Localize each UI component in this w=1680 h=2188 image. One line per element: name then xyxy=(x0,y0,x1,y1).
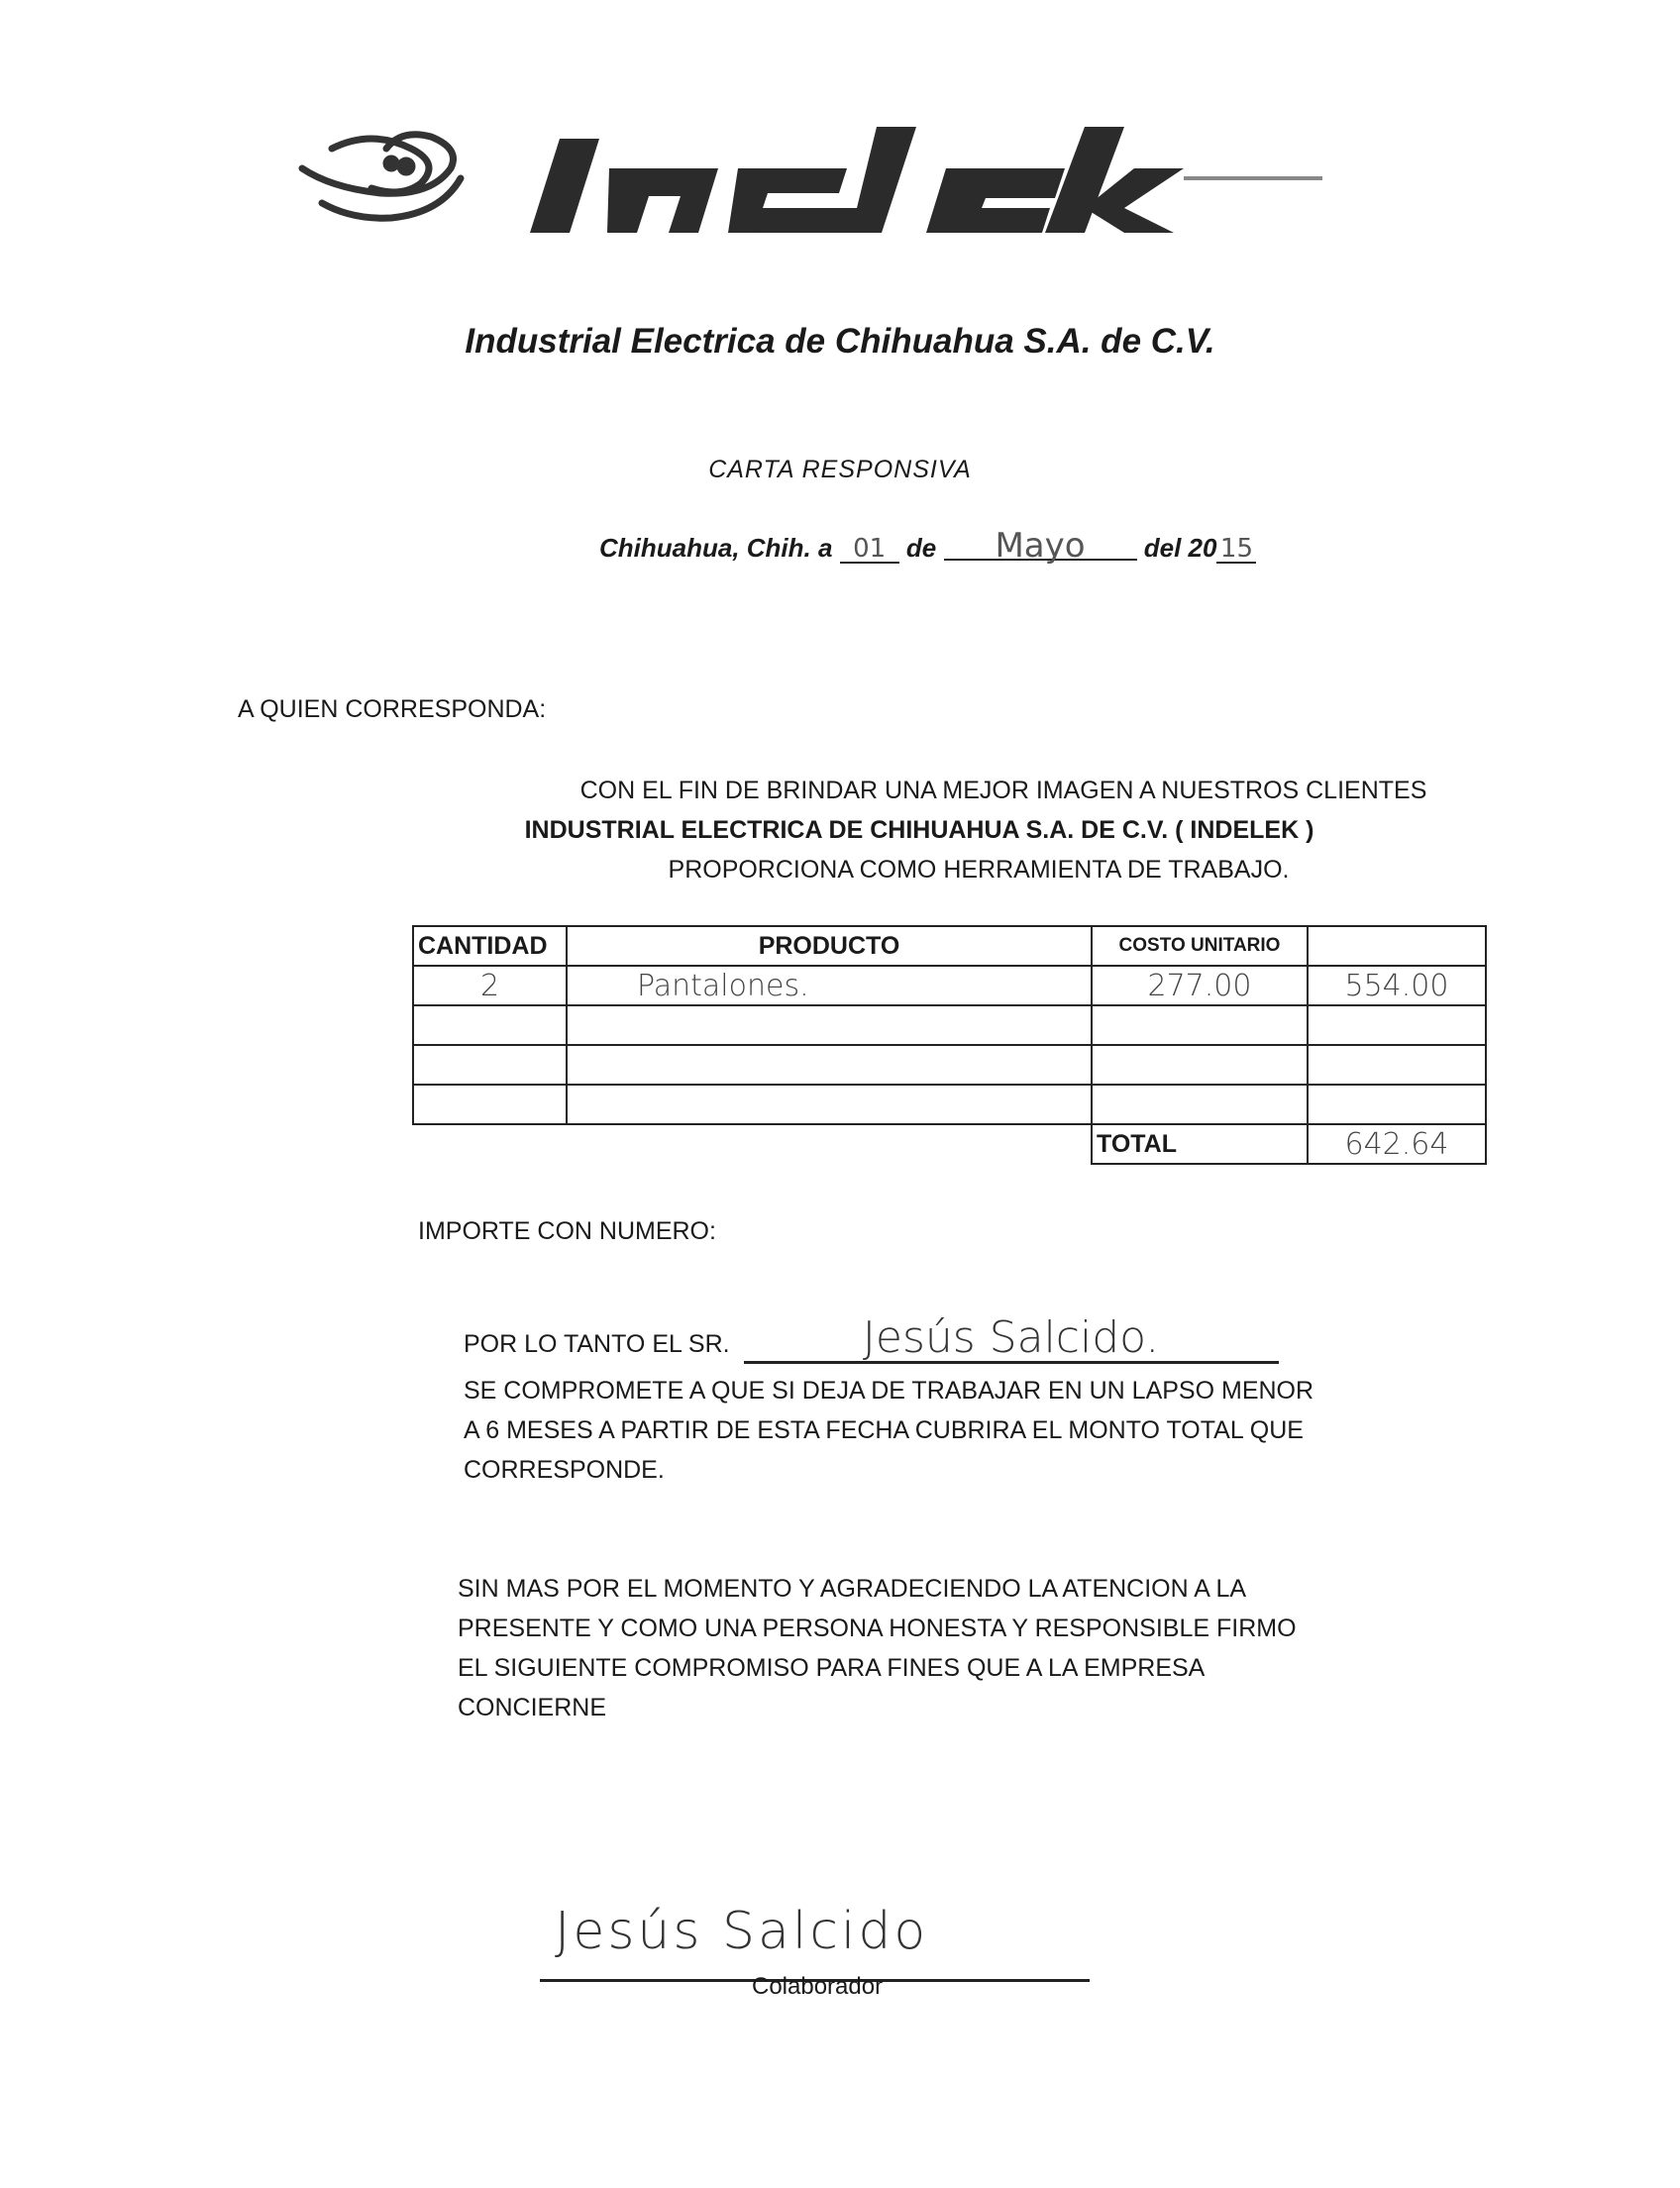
commitment-line-3: CORRESPONDE. xyxy=(464,1456,665,1484)
items-table xyxy=(412,925,1487,1165)
commitment-paragraph xyxy=(464,1371,1313,1490)
commitment-line-2: A 6 MESES A PARTIR DE ESTA FECHA CUBRIRA EL MONTO TOTAL QUE xyxy=(464,1416,1304,1444)
signature-label: Colaborador xyxy=(752,1973,884,2000)
table-row xyxy=(413,1045,1486,1085)
row-3-unit-cost xyxy=(1092,1045,1308,1085)
row-3-qty xyxy=(413,1045,567,1085)
intro-line-1: CON EL FIN DE BRINDAR UNA MEJOR IMAGEN A NUESTROS CLIENTES xyxy=(579,777,1427,804)
row-3-product xyxy=(567,1045,1092,1085)
logo-wordmark xyxy=(530,127,1322,233)
closing-line-2: PRESENTE Y COMO UNA PERSONA HONESTA Y RESPONSIBLE FIRMO xyxy=(458,1615,1297,1642)
document-title: CARTA RESPONSIVA xyxy=(708,456,972,483)
importe-label: IMPORTE CON NUMERO: xyxy=(418,1217,716,1245)
intro-line-2: INDUSTRIAL ELECTRICA DE CHIHUAHUA S.A. DE C.V. ( INDELEK ) xyxy=(524,816,1314,844)
header-costo-unitario: COSTO UNITARIO xyxy=(1092,926,1308,966)
row-3-amount xyxy=(1308,1045,1486,1085)
header-extended xyxy=(1308,926,1486,966)
intro-line-3: PROPORCIONA COMO HERRAMIENTA DE TRABAJO. xyxy=(668,856,1290,884)
commitment-line-1: SE COMPROMETE A QUE SI DEJA DE TRABAJAR EN UN LAPSO MENOR xyxy=(464,1377,1314,1405)
total-label: TOTAL xyxy=(1092,1124,1308,1164)
table-row xyxy=(413,1005,1486,1045)
row-2-qty xyxy=(413,1005,567,1045)
closing-line-3: EL SIGUIENTE COMPROMISO PARA FINES QUE A LA EMPRESA xyxy=(458,1654,1206,1682)
table-row xyxy=(413,1085,1486,1124)
date-line xyxy=(599,526,1256,566)
date-de: de xyxy=(905,533,937,563)
date-day: 01 xyxy=(840,536,899,564)
row-1-qty: 2 xyxy=(413,966,567,1005)
table-row xyxy=(413,966,1486,1005)
closing-line-1: SIN MAS POR EL MOMENTO Y AGRADECIENDO LA ATENCION A LA xyxy=(458,1575,1247,1603)
responsible-line xyxy=(464,1312,1279,1364)
total-value: 642.64 xyxy=(1308,1124,1486,1164)
closing-paragraph xyxy=(458,1569,1297,1727)
row-2-amount xyxy=(1308,1005,1486,1045)
closing-line-4: CONCIERNE xyxy=(458,1694,607,1721)
swirl-icon xyxy=(302,135,461,218)
row-4-unit-cost xyxy=(1092,1085,1308,1124)
date-month: Mayo xyxy=(944,533,1137,561)
row-4-amount xyxy=(1308,1085,1486,1124)
row-1-product: Pantalones. xyxy=(567,966,1092,1005)
row-2-unit-cost xyxy=(1092,1005,1308,1045)
indelek-logo xyxy=(292,109,1431,248)
responsible-prefix: POR LO TANTO EL SR. xyxy=(464,1330,730,1358)
company-name: Industrial Electrica de Chihuahua S.A. de C.V. xyxy=(465,322,1215,361)
handwritten-signature: Jesús Salcido xyxy=(555,1902,929,1961)
date-prefix: Chihuahua, Chih. a xyxy=(599,533,833,563)
table-header-row xyxy=(413,926,1486,966)
row-1-unit-cost: 277.00 xyxy=(1092,966,1308,1005)
row-2-product xyxy=(567,1005,1092,1045)
responsible-name: Jesús Salcido. xyxy=(744,1315,1279,1364)
header-producto: PRODUCTO xyxy=(567,926,1092,966)
row-4-product xyxy=(567,1085,1092,1124)
table-total-row xyxy=(413,1124,1486,1164)
date-year-suffix: 15 xyxy=(1216,536,1256,564)
row-1-amount: 554.00 xyxy=(1308,966,1486,1005)
header-cantidad: CANTIDAD xyxy=(413,926,567,966)
salutation: A QUIEN CORRESPONDA: xyxy=(238,695,547,723)
intro-paragraph xyxy=(0,771,1680,889)
date-del: del 20 xyxy=(1143,533,1217,563)
row-4-qty xyxy=(413,1085,567,1124)
